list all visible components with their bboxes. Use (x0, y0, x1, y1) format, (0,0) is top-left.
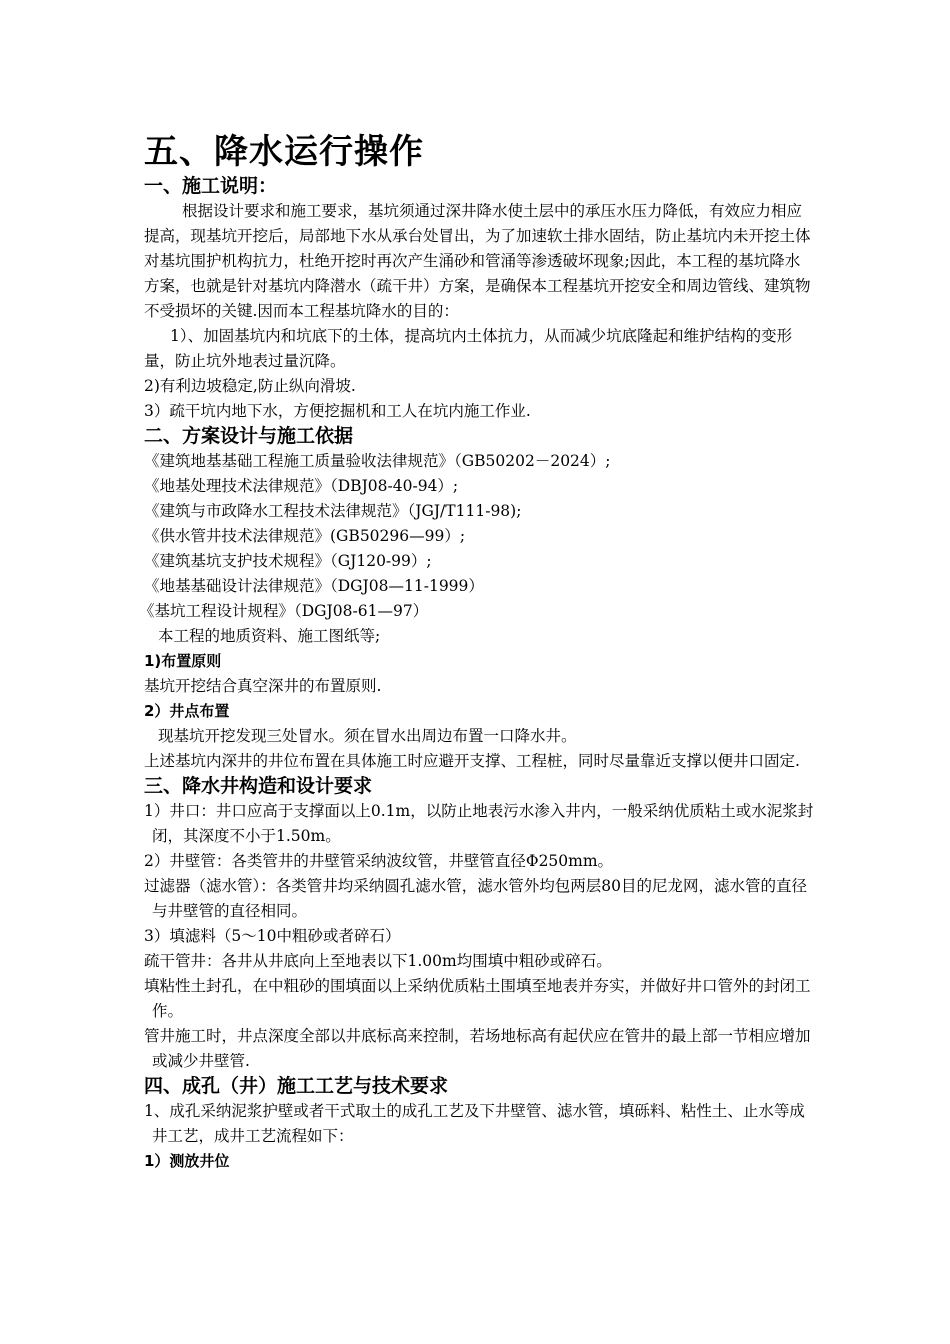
reference-item: 《基坑工程设计规程》（DGJ08-61—97） (139, 602, 429, 620)
section-heading-1: 一、施工说明： (144, 175, 278, 197)
subsection-heading: 1）测放井位 (144, 1152, 230, 1170)
reference-item: 《建筑地基基础工程施工质量验收法律规范》（GB50202－2024）; (144, 452, 611, 470)
paragraph: 1）井口：井口应高于支撑面以上0.1m，以防止地表污水渗入井内，一般采纳优质粘土或水泥浆封闭，其深度不小于1.50m。 (144, 802, 814, 845)
paragraph: 2）井壁管：各类管井的井壁管采纳波纹管，井壁管直径Φ250mm。 (144, 852, 614, 870)
paragraph: 上述基坑内深井的井位布置在具体施工时应避开支撑、工程桩，同时尽量靠近支撑以便井口固定. (144, 752, 800, 770)
reference-item: 《供水管井技术法律规范》(GB50296—99）; (144, 527, 466, 545)
section-heading-2: 二、方案设计与施工依据 (144, 425, 354, 447)
document-body (139, 130, 814, 1174)
reference-item: 《建筑与市政降水工程技术法律规范》（JGJ/T111-98); (144, 502, 522, 520)
subsection-heading: 1)布置原则 (144, 652, 222, 670)
section-heading-3: 三、降水井构造和设计要求 (144, 775, 373, 797)
reference-item: 《地基处理技术法律规范》（DBJ08-40-94）; (144, 477, 459, 495)
paragraph: 1）、加固基坑内和坑底下的土体，提高坑内土体抗力，从而减少坑底隆起和维护结构的变形量，防止坑外地表过量沉降。 (144, 327, 793, 370)
page-title: 五、降水运行操作 (144, 132, 424, 172)
section-heading-4: 四、成孔（井）施工工艺与技术要求 (144, 1075, 449, 1097)
paragraph: 管井施工时，井点深度全部以井底标高来控制，若场地标高有起伏应在管井的最上部一节相应增加或减少井壁管. (144, 1027, 811, 1070)
reference-item: 《建筑基坑支护技术规程》（GJ120-99）; (144, 552, 432, 570)
paragraph: 疏干管井：各井从井底向上至地表以下1.00m均围填中粗砂或碎石。 (144, 952, 612, 970)
paragraph: 本工程的地质资料、施工图纸等; (158, 627, 381, 645)
paragraph: 3）填滤料（5～10中粗砂或者碎石） (144, 927, 401, 945)
paragraph: 3）疏干坑内地下水，方便挖掘机和工人在坑内施工作业. (144, 402, 531, 420)
paragraph: 2)有利边坡稳定,防止纵向滑坡. (144, 377, 356, 395)
paragraph: 填粘性土封孔，在中粗砂的围填面以上采纳优质粘土围填至地表并夯实，并做好井口管外的封闭工作。 (144, 977, 811, 1020)
paragraph: 根据设计要求和施工要求，基坑须通过深井降水使土层中的承压水压力降低，有效应力相应提高，现基坑开挖后，局部地下水从承台处冒出，为了加速软土排水固结，防止基坑内未开挖土体对基坑围护机构抗力，杜绝开挖时再次产生涌砂和管涌等渗透破坏现象;因此，本工程的基坑降水方案，也就是针对基坑内降潜水（疏干井）方案，是确保本工程基坑开挖安全和周边管线、建筑物不受损坏的关键.因而本工程基坑降水的目的： (144, 202, 811, 320)
paragraph: 基坑开挖结合真空深井的布置原则. (144, 677, 382, 695)
reference-item: 《地基基础设计法律规范》（DGJ08—11-1999） (144, 577, 484, 595)
paragraph: 现基坑开挖发现三处冒水。须在冒水出周边布置一口降水井。 (158, 727, 577, 745)
paragraph: 过滤器（滤水管）：各类管井均采纳圆孔滤水管，滤水管外均包两层80目的尼龙网，滤水管的直径与井壁管的直径相同。 (144, 877, 807, 920)
paragraph: 1、成孔采纳泥浆护壁或者干式取土的成孔工艺及下井壁管、滤水管，填砾料、粘性土、止水等成井工艺，成井工艺流程如下： (144, 1102, 805, 1145)
subsection-heading: 2）井点布置 (144, 702, 230, 720)
